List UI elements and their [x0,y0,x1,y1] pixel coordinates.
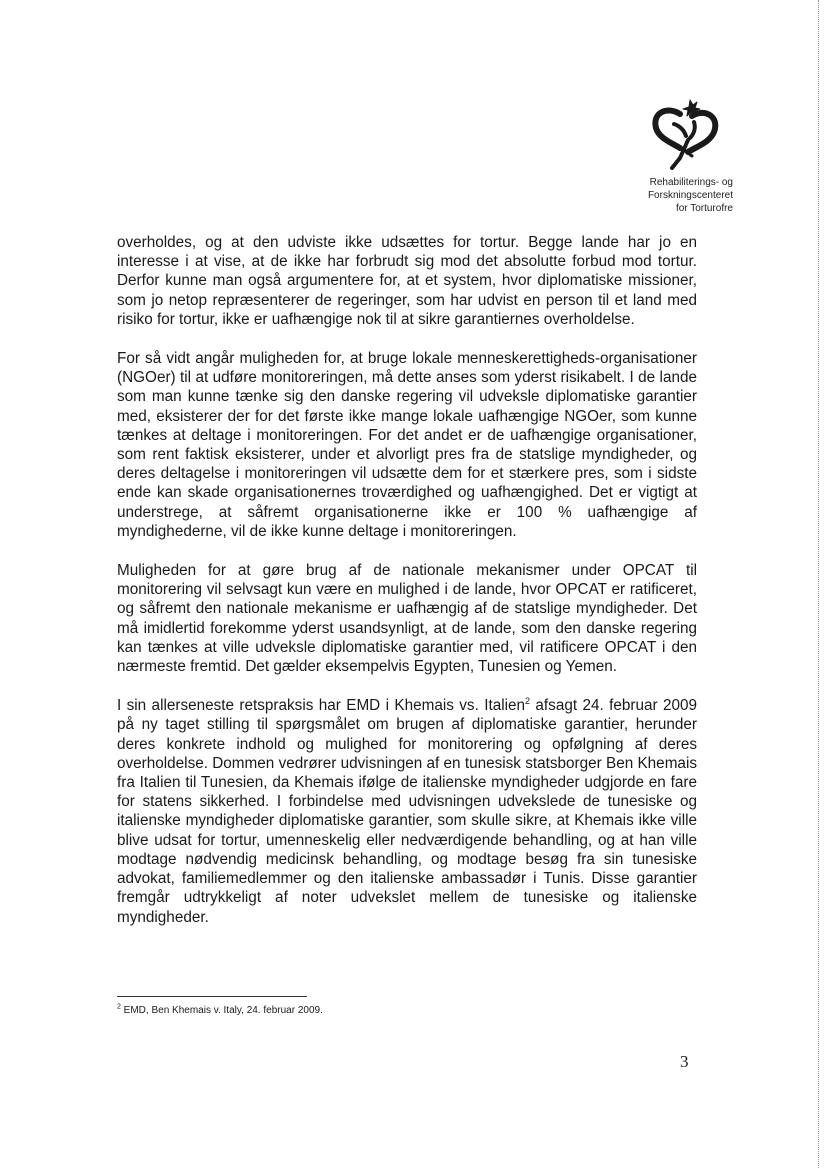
org-line-3: for Torturofre [675,203,733,214]
paragraph-4-rest: afsagt 24. februar 2009 på ny taget stilling til spørgsmålet om brugen af diplomatiske garantier, herunder deres konkrete indhold og mulighed for monitorering og opfølgning af deres overholdelse. Dommen vedrører udvisningen af en tunesisk statsborger Ben Khemais fra Italien til Tunesien, da Khemais ifølge de italienske myndigheder udgjorde en fare for statens sikkerhed. I forbindelse med udvisningen udvekslede de tunesiske og italienske myndigheder diplomatiske garantier, som skulle sikre, at Khemais ikke ville blive udsat for tortur, umenneskelig eller nedværdigende behandling, og at han ville modtage nødvendig medicinsk behandling, og modtage besøg fra sin tunesiske advokat, familiemedlemmer og den italienske ambassadør i Tunis. Disse garantier fremgår udtrykkeligt af noter udvekslet mellem de tunesiske og italienske myndigheder. [117,697,697,926]
paragraph-2: For så vidt angår muligheden for, at bruge lokale menneskerettigheds-organisationer (NGOer) til at udføre monitoreringen, må dette anses som yderst risikabelt. I de lande som man kunne tænke sig den danske regering vil udveksle diplomatiske garantier med, eksisterer der for det første ikke mange lokale uafhængige NGOer, som kunne tænkes at deltage i monitoreringen. For det andet er de uafhængige organisationer, som rent faktisk eksisterer, under et alvorligt pres fra de statslige myndigheder, og deres deltagelse i monitoreringen vil udsætte dem for et stærkere pres, som i sidste ende kan skade organisationernes troværdighed og uafhængighed. Det er vigtigt at understrege, at såfremt organisationerne ikke er 100 % uafhængige af myndighederne, vil de ikke kunne deltage i monitoreringen. [117,350,697,540]
footnote [117,1004,517,1017]
paragraph-4-start: I sin allerseneste retspraksis har EMD i Khemais vs. Italien [117,697,526,715]
org-line-1: Rehabiliterings- og [649,177,733,188]
footnote-number: 2 [117,1003,121,1011]
page-number: 3 [680,1052,689,1071]
footnote-reference: 2 [525,696,531,707]
document-body [117,233,697,927]
paragraph-1: overholdes, og at den udviste ikke udsættes for tortur. Begge lande har jo en interesse i at vise, at de ikke har forbrudt sig mod det absolutte forbud mod tortur. Derfor kunne man også argumentere for, at et system, hvor diplomatiske missioner, som jo netop repræsenterer de regeringer, som har udvist en person til et land med risiko for tortur, ikke er uafhængige nok til at sikre garantiernes overholdelse. [117,234,697,328]
org-line-2: Forskningscenteret [647,190,733,201]
footnote-separator [117,996,307,997]
paragraph-4 [117,696,697,926]
organization-name [593,176,733,215]
footnote-text: EMD, Ben Khemais v. Italy, 24. februar 2009. [120,1005,323,1016]
rct-logo-icon [650,96,722,170]
page-edge-line [818,0,820,1168]
paragraph-3: Muligheden for at gøre brug af de nationale mekanismer under OPCAT til monitorering vil selvsagt kun være en mulighed i de lande, hvor OPCAT er ratificeret, og såfremt den nationale mekanisme er uafhængig af de statslige myndigheder. Det må imidlertid forekomme yderst usandsynligt, at de lande, som den danske regering kan tænkes at ville udveksle diplomatiske garantier med, vil ratificere OPCAT i den nærmeste fremtid. Det gælder eksempelvis Egypten, Tunesien og Yemen. [117,562,697,676]
